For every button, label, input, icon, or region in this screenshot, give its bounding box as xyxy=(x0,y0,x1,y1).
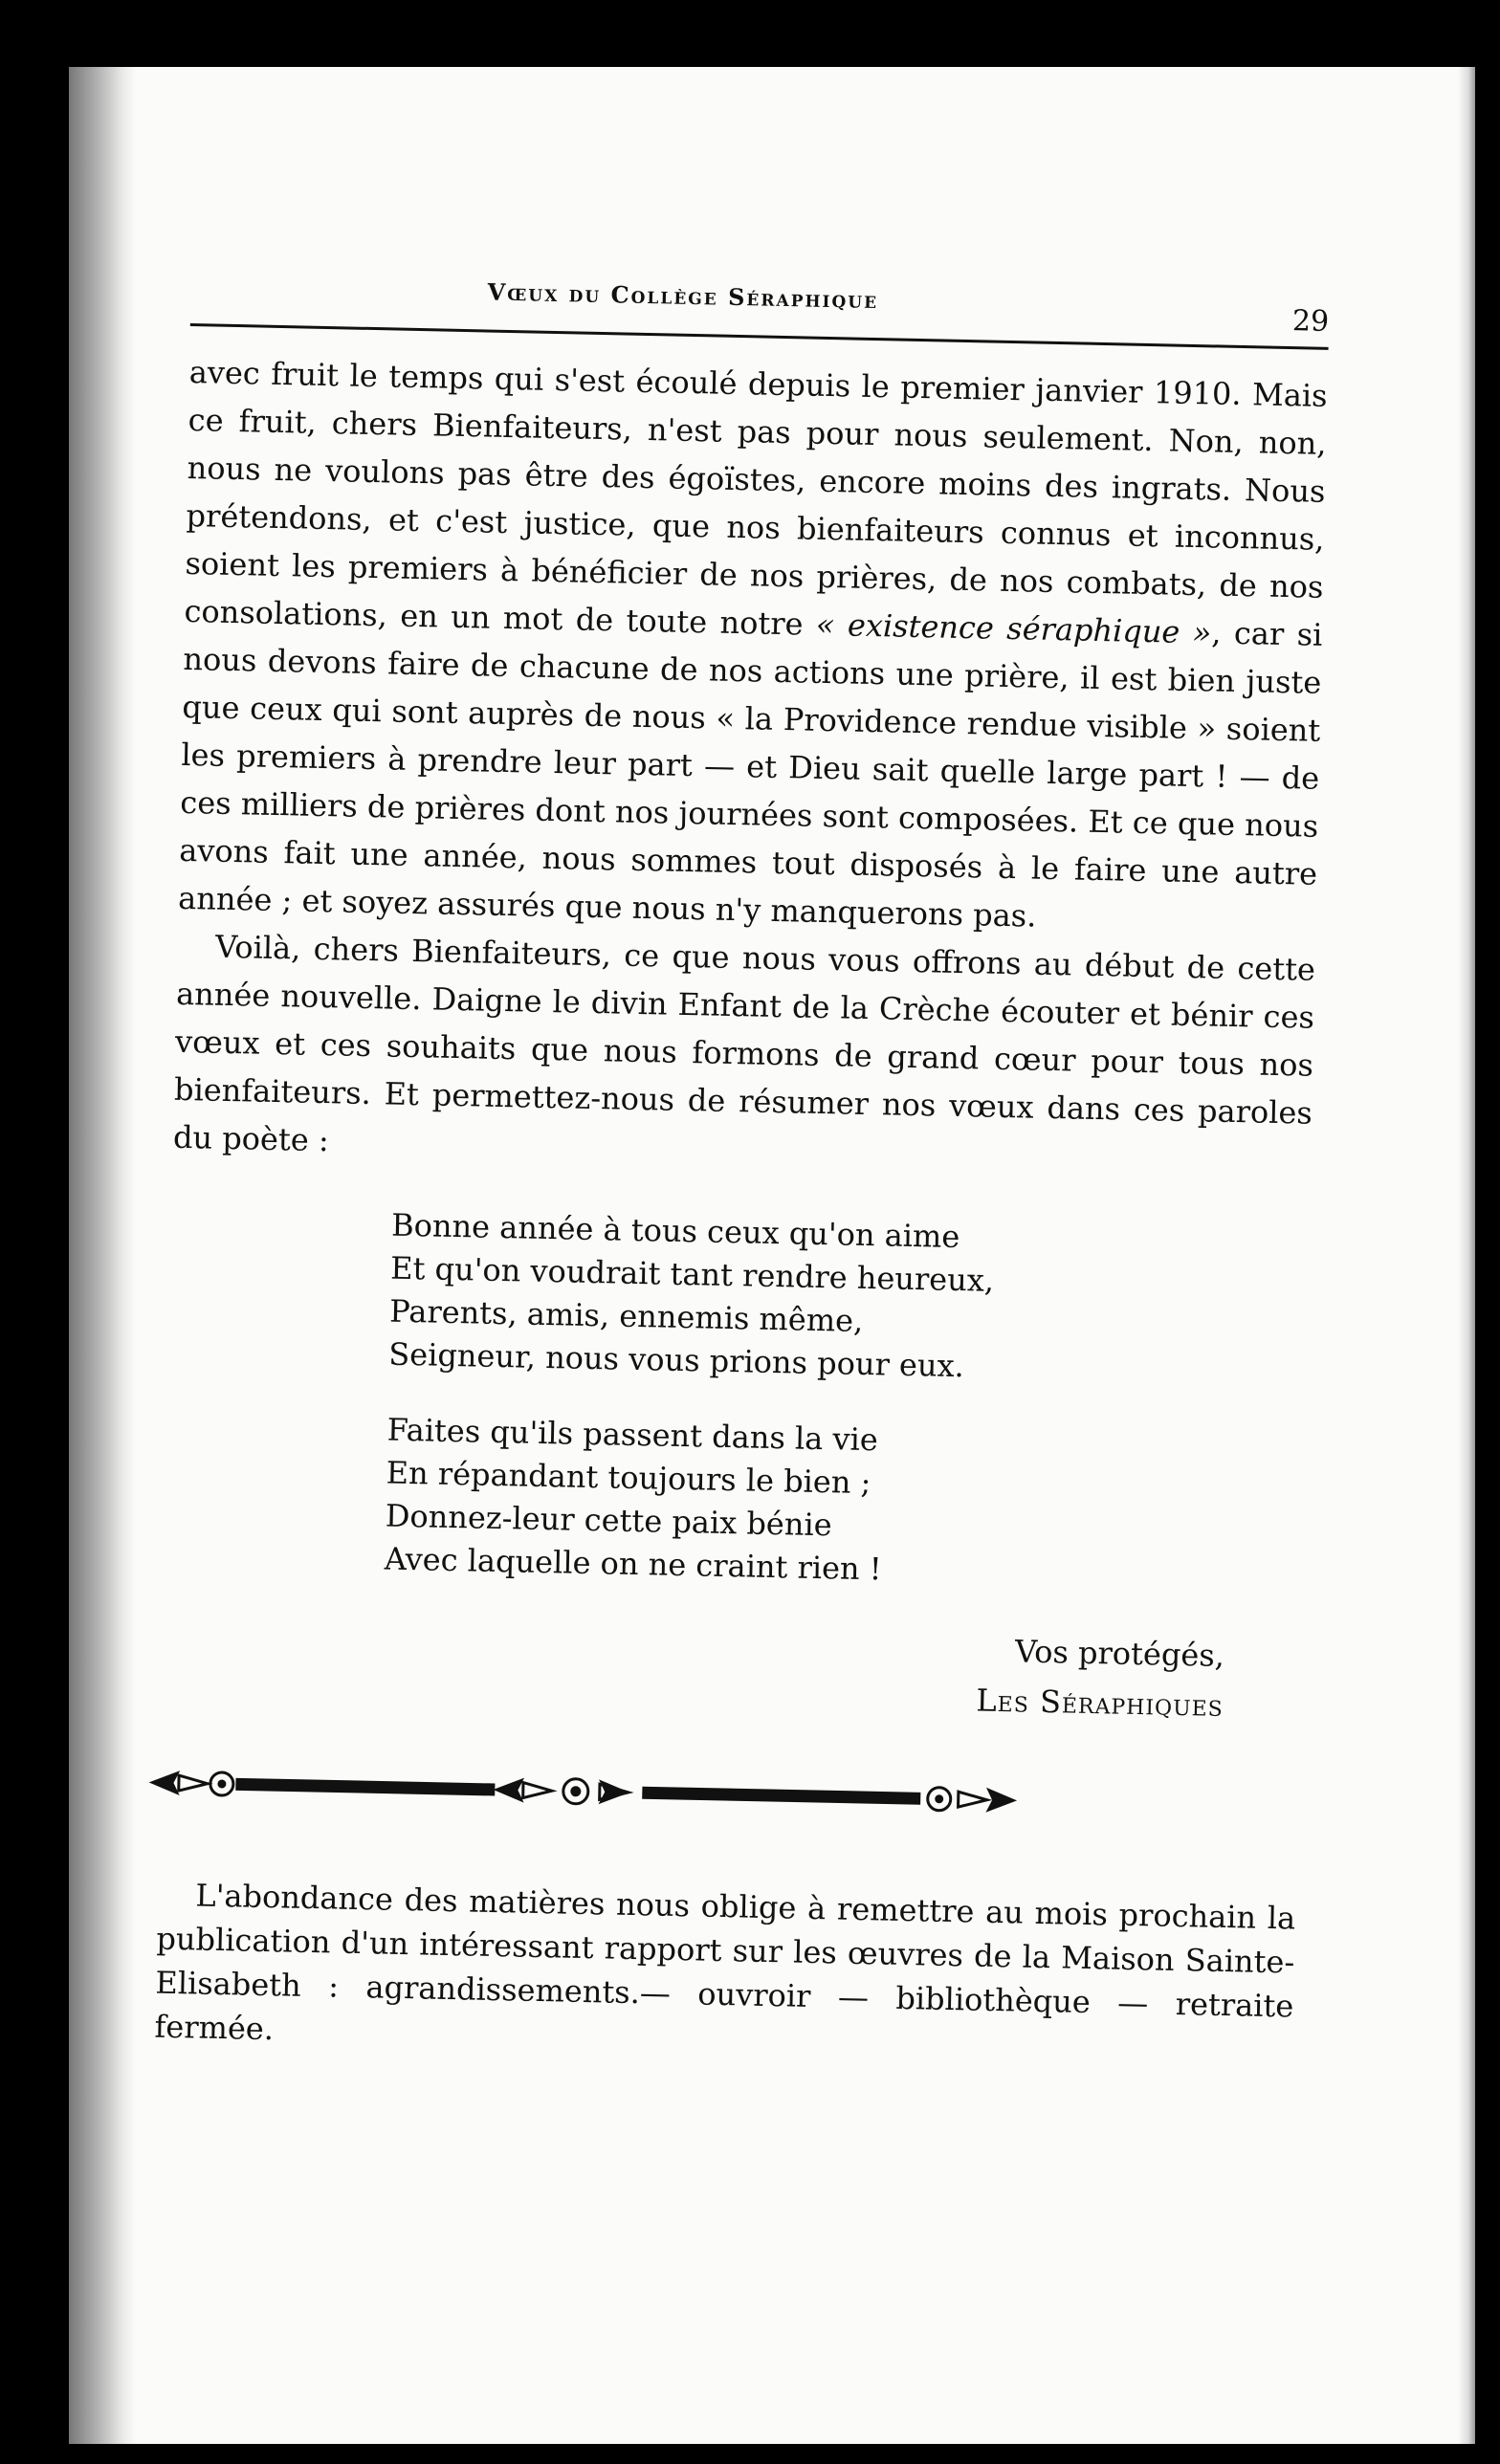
divider-bar xyxy=(236,1778,495,1795)
running-head xyxy=(190,272,1330,363)
paragraph-2: Voilà, chers Bienfaiteurs, ce que nous vous offrons au début de cette année nouvelle. Daigne le divin Enfant de la Crèche écouter et bénir ces vœux et ces souhaits que nous formons de grand cœur pour tous nos bienfaiteurs. Et permettez-nous de résumer nos vœux dans ces paroles du poète : xyxy=(172,928,1316,1159)
paragraph-1-text: avec fruit le temps qui s'est écoulé depuis le premier janvier 1910. Mais ce fruit, chers Bienfaiteurs, n'est pas pour nous seulement. Non, non, nous ne voulons pas être des égoïstes, encore moins des ingrats. Nous prétendons, et c'est justice, que nos bienfaiteurs connus et inconnus, soient les premiers à bénéficier de nos prières, de nos combats, de nos consolations, en un mot de toute notre xyxy=(184,353,1328,643)
poem-line: Parents, amis, ennemis même, xyxy=(388,1292,864,1339)
paragraph-1-continued: , car si nous devons faire de chacune de nos actions une prière, il est bien juste que ceux qui sont auprès de nous « la Providence rendue visible » soient les premiers à prendre leur part — et Dieu sait quelle large part ! — de ces milliers de prières dont nos journées sont composées. Et ce que nous avons fait une année, nous sommes tout disposés à le faire une autre année ; et soyez assurés que nous n'y manquerons pas. xyxy=(177,614,1323,935)
book-page xyxy=(69,67,1475,2444)
poem-line: Bonne année à tous ceux qu'on aime xyxy=(390,1206,960,1256)
header-rule xyxy=(190,323,1329,350)
poem-line: Donnez-leur cette paix bénie xyxy=(385,1497,833,1544)
poem-stanza-2 xyxy=(384,1409,1306,1600)
gutter-shadow xyxy=(69,67,136,2444)
ornamental-divider xyxy=(140,1753,1202,1833)
page-number: 29 xyxy=(1291,304,1330,339)
paragraph-1 xyxy=(178,348,1328,946)
signature-name: Les Séraphiques xyxy=(976,1682,1224,1724)
running-title: Vœux du Collège Séraphique xyxy=(487,277,879,315)
signature-closing: Vos protégés, xyxy=(1014,1633,1225,1674)
notice-paragraph xyxy=(154,1873,1296,2073)
arrow-ornament xyxy=(150,1771,179,1794)
body-text xyxy=(173,348,1329,1185)
poem-line: En répandant toujours le bien ; xyxy=(386,1454,871,1502)
poem xyxy=(384,1204,1310,1600)
page-content xyxy=(154,272,1330,2073)
poem-line: Seigneur, nous vous prions pour eux. xyxy=(387,1335,965,1385)
poem-line: Et qu'on voudrait tant rendre heureux, xyxy=(389,1249,995,1299)
poem-stanza-1 xyxy=(388,1204,1311,1396)
notice-text: L'abondance des matières nous oblige à remettre au mois prochain la publication d'un intéressant rapport sur les œuvres de la Maison Sainte-Elisabeth : agrandissements.— ouvroir — bibliothèque — retraite fermée. xyxy=(154,1877,1296,2048)
poem-line: Avec laquelle on ne craint rien ! xyxy=(384,1540,883,1588)
poem-line: Faites qu'ils passent dans la vie xyxy=(386,1411,879,1459)
page-edge xyxy=(1458,67,1475,2444)
signature-block xyxy=(162,1609,1302,1732)
divider-bar xyxy=(643,1787,920,1804)
italic-phrase: « existence séraphique » xyxy=(815,605,1212,651)
